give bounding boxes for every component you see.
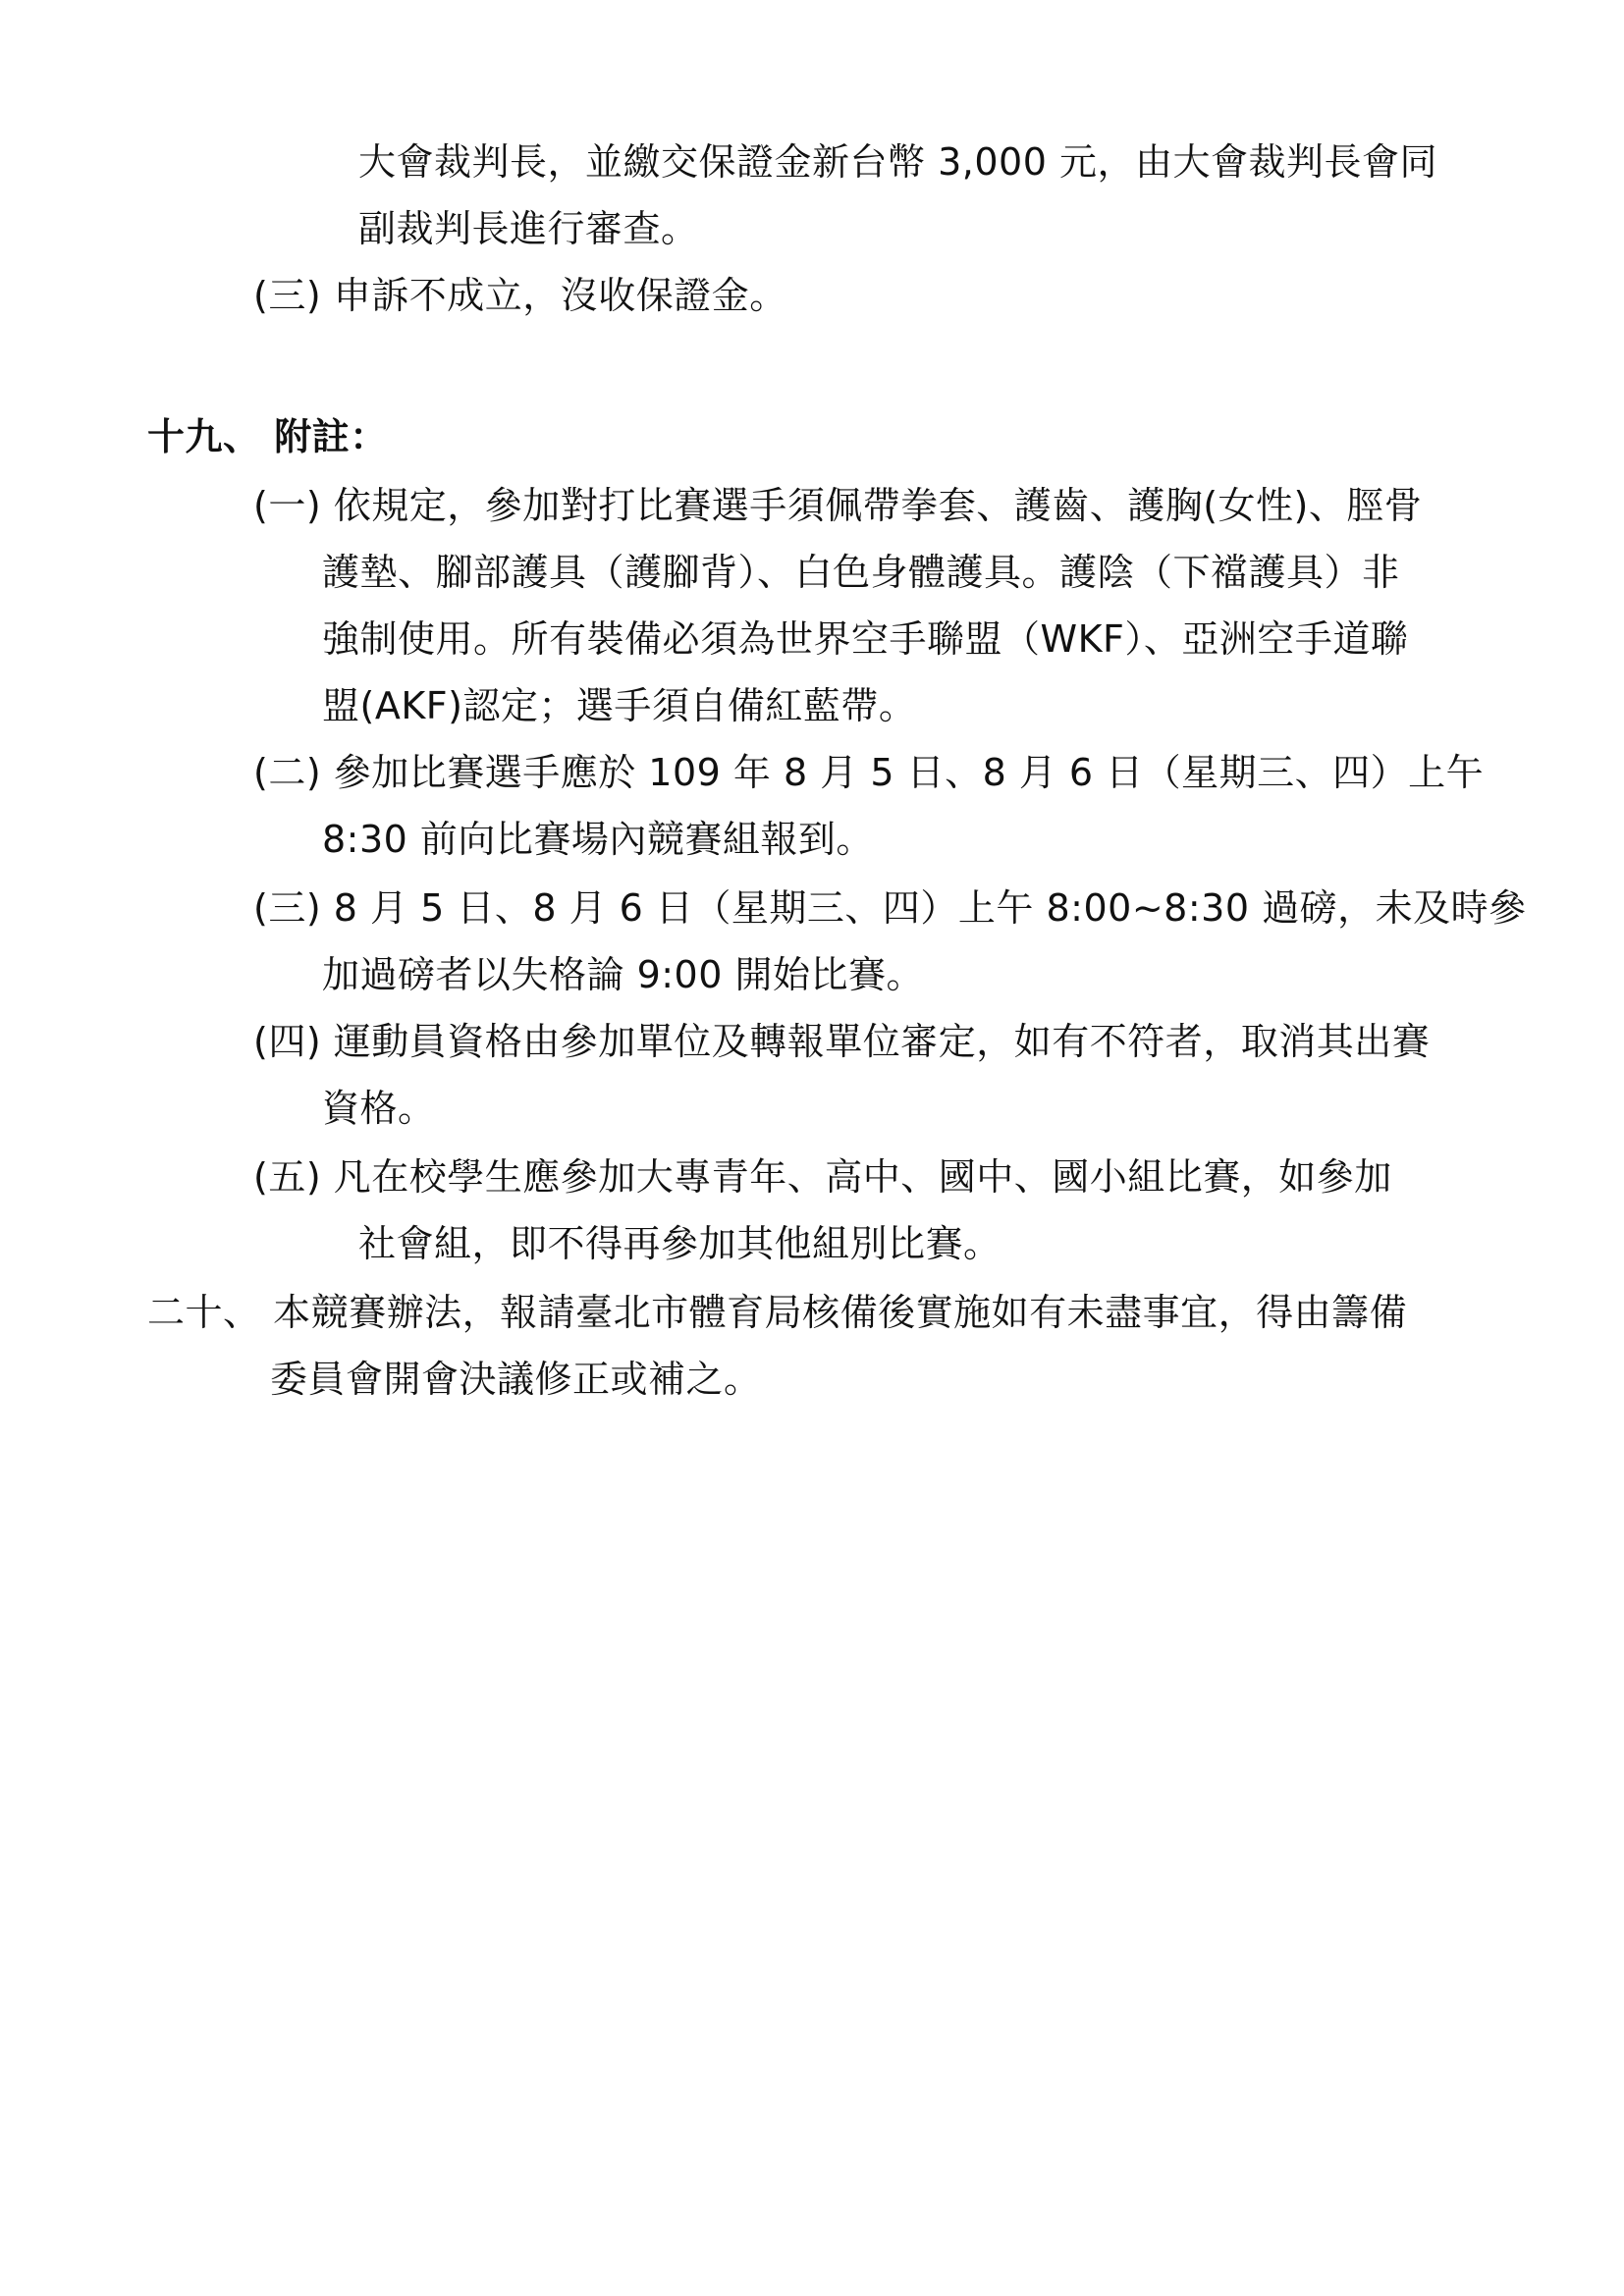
section-20-line-2: 委員會開會決議修正或補之。 <box>270 1358 762 1401</box>
continuation-line-1: 大會裁判長，並繳交保證金新台幣 3,000 元，由大會裁判長會同 <box>358 140 1437 184</box>
note-item-1-line-4: 盟(AKF)認定；選手須自備紅藍帶。 <box>322 684 917 727</box>
continuation-line-2: 副裁判長進行審查。 <box>358 207 699 250</box>
section-19-heading: 十九、 附註： <box>147 415 388 458</box>
note-item-4-line-1: (四) 運動員資格由參加單位及轉報單位審定，如有不符者，取消其出賽 <box>253 1020 1431 1063</box>
note-item-2-line-2: 8:30 前向比賽場內競賽組報到。 <box>322 818 874 861</box>
section-20-line-1: 二十、 本競賽辦法，報請臺北市體育局核備後實施如有未盡事宜，得由籌備 <box>147 1291 1408 1334</box>
note-item-3-line-2: 加過磅者以失格論 9:00 開始比賽。 <box>322 953 924 996</box>
note-item-1-line-3: 強制使用。所有裝備必須為世界空手聯盟（WKF）、亞洲空手道聯 <box>322 617 1409 661</box>
note-item-4-line-2: 資格。 <box>322 1087 436 1130</box>
note-item-3-line-1: (三) 8 月 5 日、8 月 6 日（星期三、四）上午 8:00~8:30 過磅，未及時參 <box>253 886 1527 930</box>
note-item-5-line-1: (五) 凡在校學生應參加大專青年、高中、國中、國小組比賽，如參加 <box>253 1155 1392 1199</box>
note-item-1-line-2: 護墊、腳部護具（護腳背）、白色身體護具。護陰（下襠護具）非 <box>322 551 1400 594</box>
appeal-item-3: (三) 申訴不成立，沒收保證金。 <box>253 274 787 317</box>
note-item-5-line-2: 社會組，即不得再參加其他組別比賽。 <box>358 1222 1001 1265</box>
note-item-2-line-1: (二) 參加比賽選手應於 109 年 8 月 5 日、8 月 6 日（星期三、四）上午 <box>253 751 1485 794</box>
note-item-1-line-1: (一) 依規定，參加對打比賽選手須佩帶拳套、護齒、護胸(女性)、脛骨 <box>253 484 1423 527</box>
